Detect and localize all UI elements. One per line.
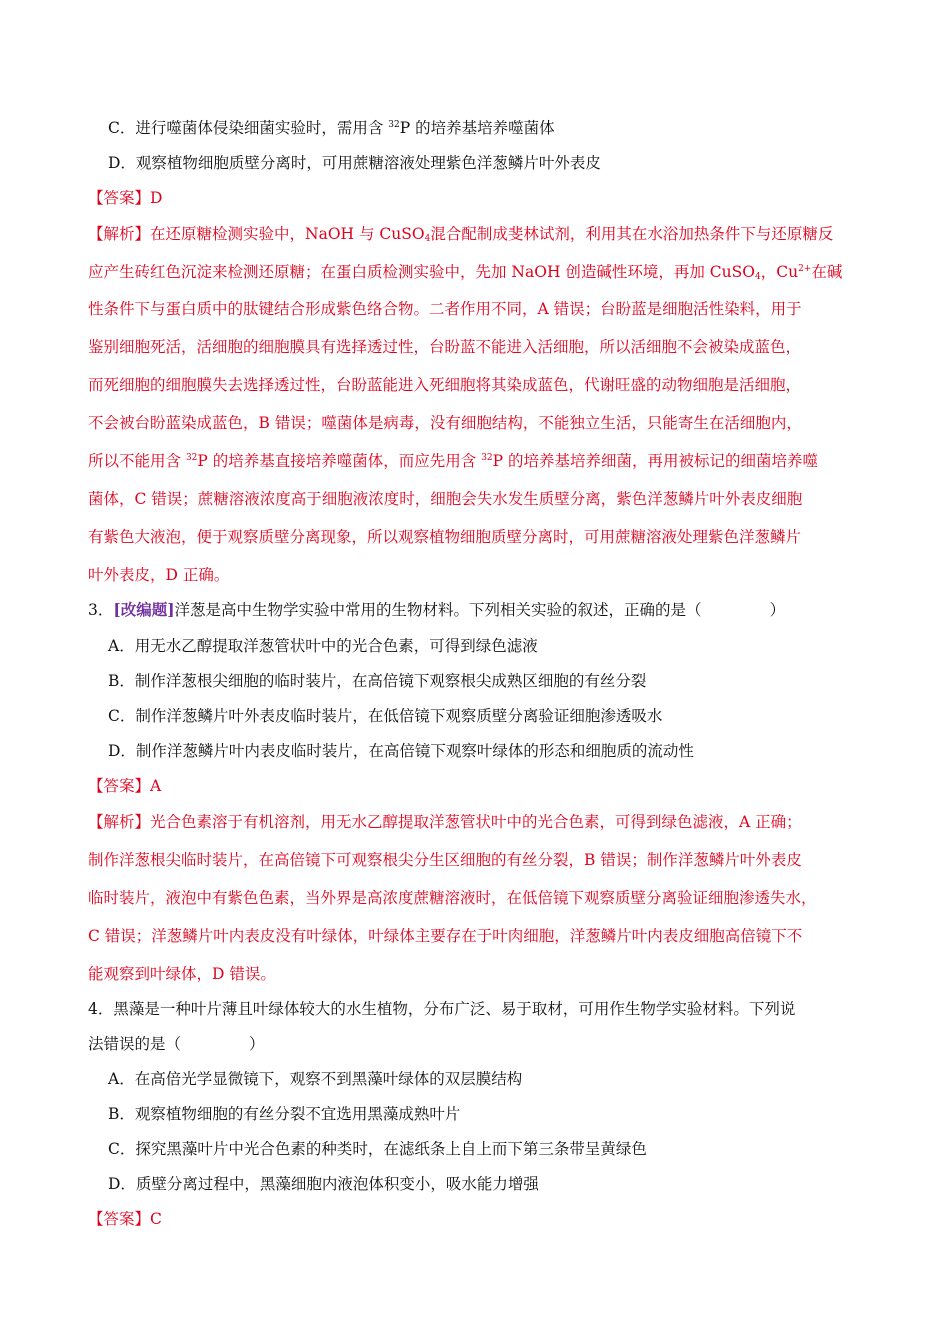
q2-analysis-line-3: 性条件下与蛋白质中的肽键结合形成紫色络合物。二者作用不同，A 错误；台盼蓝是细胞活性染料，用于	[88, 300, 802, 318]
q2-analysis-line-8: 菌体，C 错误；蔗糖溶液浓度高于细胞液浓度时，细胞会失水发生质壁分离，紫色洋葱鳞片叶外表皮细胞	[88, 490, 803, 508]
q3-tag: [改编题]	[113, 600, 175, 619]
q4-stem-line-2: 法错误的是（ ）	[88, 1035, 265, 1053]
q4-option-d: D．质壁分离过程中，黑藻细胞内液泡体积变小，吸水能力增强	[108, 1175, 539, 1193]
q3-option-a: A．用无水乙醇提取洋葱管状叶中的光合色素，可得到绿色滤液	[108, 637, 538, 655]
q4-stem-line-1: 4．黑藻是一种叶片薄且叶绿体较大的水生植物，分布广泛、易于取材，可用作生物学实验材料。下列说	[88, 1000, 796, 1018]
q2-analysis-line-5: 而死细胞的细胞膜失去选择透过性，台盼蓝能进入死细胞将其染成蓝色，代谢旺盛的动物细胞是活细胞，	[88, 376, 802, 394]
q3-analysis-line-2: 制作洋葱根尖临时装片，在高倍镜下可观察根尖分生区细胞的有丝分裂，B 错误；制作洋葱鳞片叶外表皮	[88, 851, 802, 869]
q2-analysis-line-4: 鉴别细胞死活，活细胞的细胞膜具有选择透过性，台盼蓝不能进入活细胞，所以活细胞不会被染成蓝色，	[88, 338, 802, 356]
q2-option-d: D．观察植物细胞质壁分离时，可用蔗糖溶液处理紫色洋葱鳞片叶外表皮	[108, 154, 601, 172]
q4-answer: 【答案】C	[88, 1210, 162, 1228]
q4-option-b: B．观察植物细胞的有丝分裂不宜选用黑藻成熟叶片	[108, 1105, 461, 1123]
q2-analysis-line-9: 有紫色大液泡，便于观察质壁分离现象，所以观察植物细胞质壁分离时，可用蔗糖溶液处理紫色洋葱鳞片	[88, 528, 802, 546]
q3-analysis-line-3: 临时装片，液泡中有紫色色素，当外界是高浓度蔗糖溶液时，在低倍镜下观察质壁分离验证细胞渗透失水，	[88, 889, 817, 907]
q4-option-a: A．在高倍光学显微镜下，观察不到黑藻叶绿体的双层膜结构	[108, 1070, 523, 1088]
q2-analysis-line-7: 所以不能用含 $^{32}$P 的培养基直接培养噬菌体，而应先用含 $^{32}$P 的培养基培养细菌，再用被标记的细菌培养噬	[88, 452, 818, 470]
q2-analysis-line-2: 应产生砖红色沉淀来检测还原糖；在蛋白质检测实验中，先加 NaOH 创造碱性环境，再加 CuSO$_4$，$Cu^{2+}$在碱	[88, 263, 843, 282]
q3-stem: 3．[改编题]洋葱是高中生物学实验中常用的生物材料。下列相关实验的叙述，正确的是（ ）	[88, 600, 786, 619]
q3-analysis-line-1: 【解析】光合色素溶于有机溶剂，用无水乙醇提取洋葱管状叶中的光合色素，可得到绿色滤液，A 正确；	[88, 813, 802, 831]
q2-analysis-line-6: 不会被台盼蓝染成蓝色，B 错误；噬菌体是病毒，没有细胞结构，不能独立生活，只能寄生在活细胞内，	[88, 414, 802, 432]
q3-option-b: B．制作洋葱根尖细胞的临时装片，在高倍镜下观察根尖成熟区细胞的有丝分裂	[108, 672, 647, 690]
q3-analysis-line-4: C 错误；洋葱鳞片叶内表皮没有叶绿体，叶绿体主要存在于叶肉细胞，洋葱鳞片叶内表皮细胞高倍镜下不	[88, 927, 803, 945]
q3-analysis-line-5: 能观察到叶绿体，D 错误。	[88, 965, 276, 983]
q2-option-c: C．进行噬菌体侵染细菌实验时，需用含 $^{32}$P 的培养基培养噬菌体	[108, 119, 555, 137]
q3-option-d: D．制作洋葱鳞片叶内表皮临时装片，在高倍镜下观察叶绿体的形态和细胞质的流动性	[108, 742, 694, 760]
q4-option-c: C．探究黑藻叶片中光合色素的种类时，在滤纸条上自上而下第三条带呈黄绿色	[108, 1140, 647, 1158]
q2-analysis-line-10: 叶外表皮，D 正确。	[88, 566, 230, 584]
q2-answer: 【答案】D	[88, 189, 163, 207]
q3-answer: 【答案】A	[88, 777, 162, 795]
q2-analysis-line-1: 【解析】在还原糖检测实验中，NaOH 与 CuSO$_4$混合配制成斐林试剂，利用其在水浴加热条件下与还原糖反	[88, 225, 834, 244]
q3-option-c: C．制作洋葱鳞片叶外表皮临时装片，在低倍镜下观察质壁分离验证细胞渗透吸水	[108, 707, 663, 725]
